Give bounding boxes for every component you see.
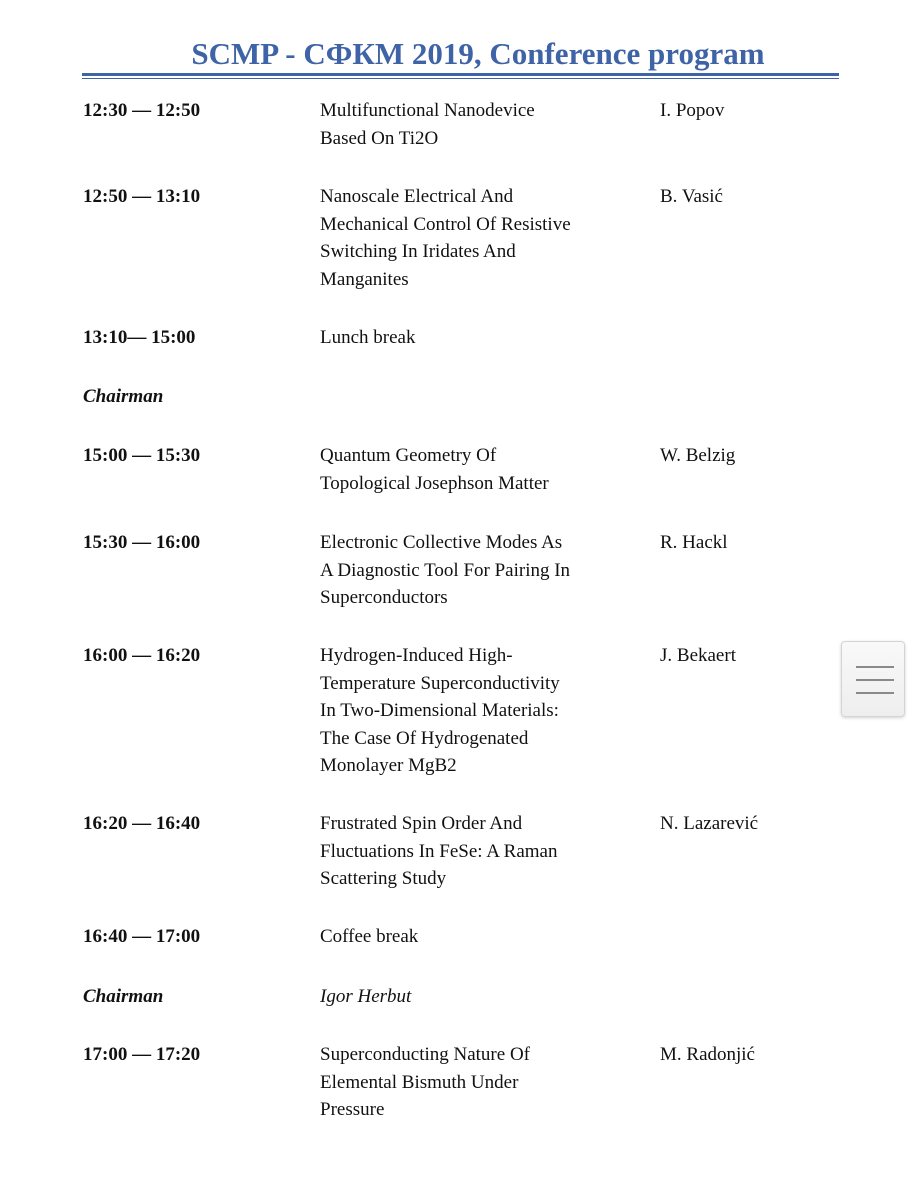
break-title-line: Coffee break (320, 926, 419, 947)
speaker-name: I. Popov (660, 100, 725, 121)
speaker-name: W. Belzig (660, 445, 736, 466)
menu-icon-bar (856, 666, 894, 668)
session-time: 15:00 — 15:30 (83, 445, 201, 466)
talk-title (320, 183, 620, 293)
session-time: 12:30 — 12:50 (83, 100, 201, 121)
speaker-name: B. Vasić (660, 186, 723, 207)
break-title (320, 923, 620, 951)
talk-title-line: Elemental Bismuth Under (320, 1071, 519, 1093)
talk-title-line: Nanoscale Electrical And (320, 186, 514, 207)
talk-title-line: Quantum Geometry Of (320, 445, 497, 466)
talk-title-line: Temperature Superconductivity (320, 672, 560, 694)
session-time: 13:10— 15:00 (83, 327, 196, 348)
break-title-line: Lunch break (320, 327, 416, 348)
talk-title-line: Superconductors (320, 587, 448, 608)
talk-title-line: In Two-Dimensional Materials: (320, 700, 559, 721)
talk-title-line: Mechanical Control Of Resistive (320, 213, 571, 235)
talk-title-line: The Case Of Hydrogenated (320, 727, 529, 749)
talk-title-line: Hydrogen-Induced High- (320, 645, 513, 666)
hamburger-menu-icon (856, 666, 894, 696)
session-time: 17:00 — 17:20 (83, 1044, 201, 1065)
talk-title-line: Pressure (320, 1099, 385, 1120)
chairman-name: Igor Herbut (320, 986, 412, 1007)
talk-title (320, 97, 620, 152)
break-title (320, 324, 620, 352)
talk-title (320, 529, 620, 612)
speaker-name: J. Bekaert (660, 645, 736, 666)
talk-title (320, 442, 620, 497)
menu-icon-bar (856, 679, 894, 681)
talk-title-line: Manganites (320, 268, 409, 290)
talk-title (320, 1041, 620, 1124)
talk-title (320, 642, 620, 780)
talk-title-line: Superconducting Nature Of (320, 1044, 530, 1065)
speaker-name: N. Lazarević (660, 813, 759, 834)
session-time: 16:00 — 16:20 (83, 645, 201, 666)
session-time: 15:30 — 16:00 (83, 532, 201, 553)
talk-title (320, 810, 620, 893)
talk-title-line: Fluctuations In FeSe: A Raman (320, 840, 558, 862)
page-title: SCMP - СФКМ 2019, Conference program (191, 36, 765, 71)
chairman-label: Chairman (83, 386, 164, 407)
talk-title-line: Based On Ti2O (320, 127, 439, 149)
talk-title-line: Topological Josephson Matter (320, 472, 549, 494)
talk-title-line: Multifunctional Nanodevice (320, 100, 535, 121)
session-time: 12:50 — 13:10 (83, 186, 201, 207)
session-time: 16:20 — 16:40 (83, 813, 201, 834)
chairman-label: Chairman (83, 986, 164, 1007)
menu-button[interactable] (841, 641, 905, 717)
talk-title-line: Frustrated Spin Order And (320, 813, 523, 834)
talk-title-line: A Diagnostic Tool For Pairing In (320, 559, 571, 581)
menu-icon-bar (856, 692, 894, 694)
talk-title-line: Scattering Study (320, 868, 447, 889)
talk-title-line: Electronic Collective Modes As (320, 532, 563, 553)
session-time: 16:40 — 17:00 (83, 926, 201, 947)
talk-title-line: Switching In Iridates And (320, 241, 516, 262)
talk-title-line: Monolayer MgB2 (320, 755, 457, 776)
speaker-name: M. Radonjić (660, 1044, 755, 1065)
speaker-name: R. Hackl (660, 532, 728, 553)
